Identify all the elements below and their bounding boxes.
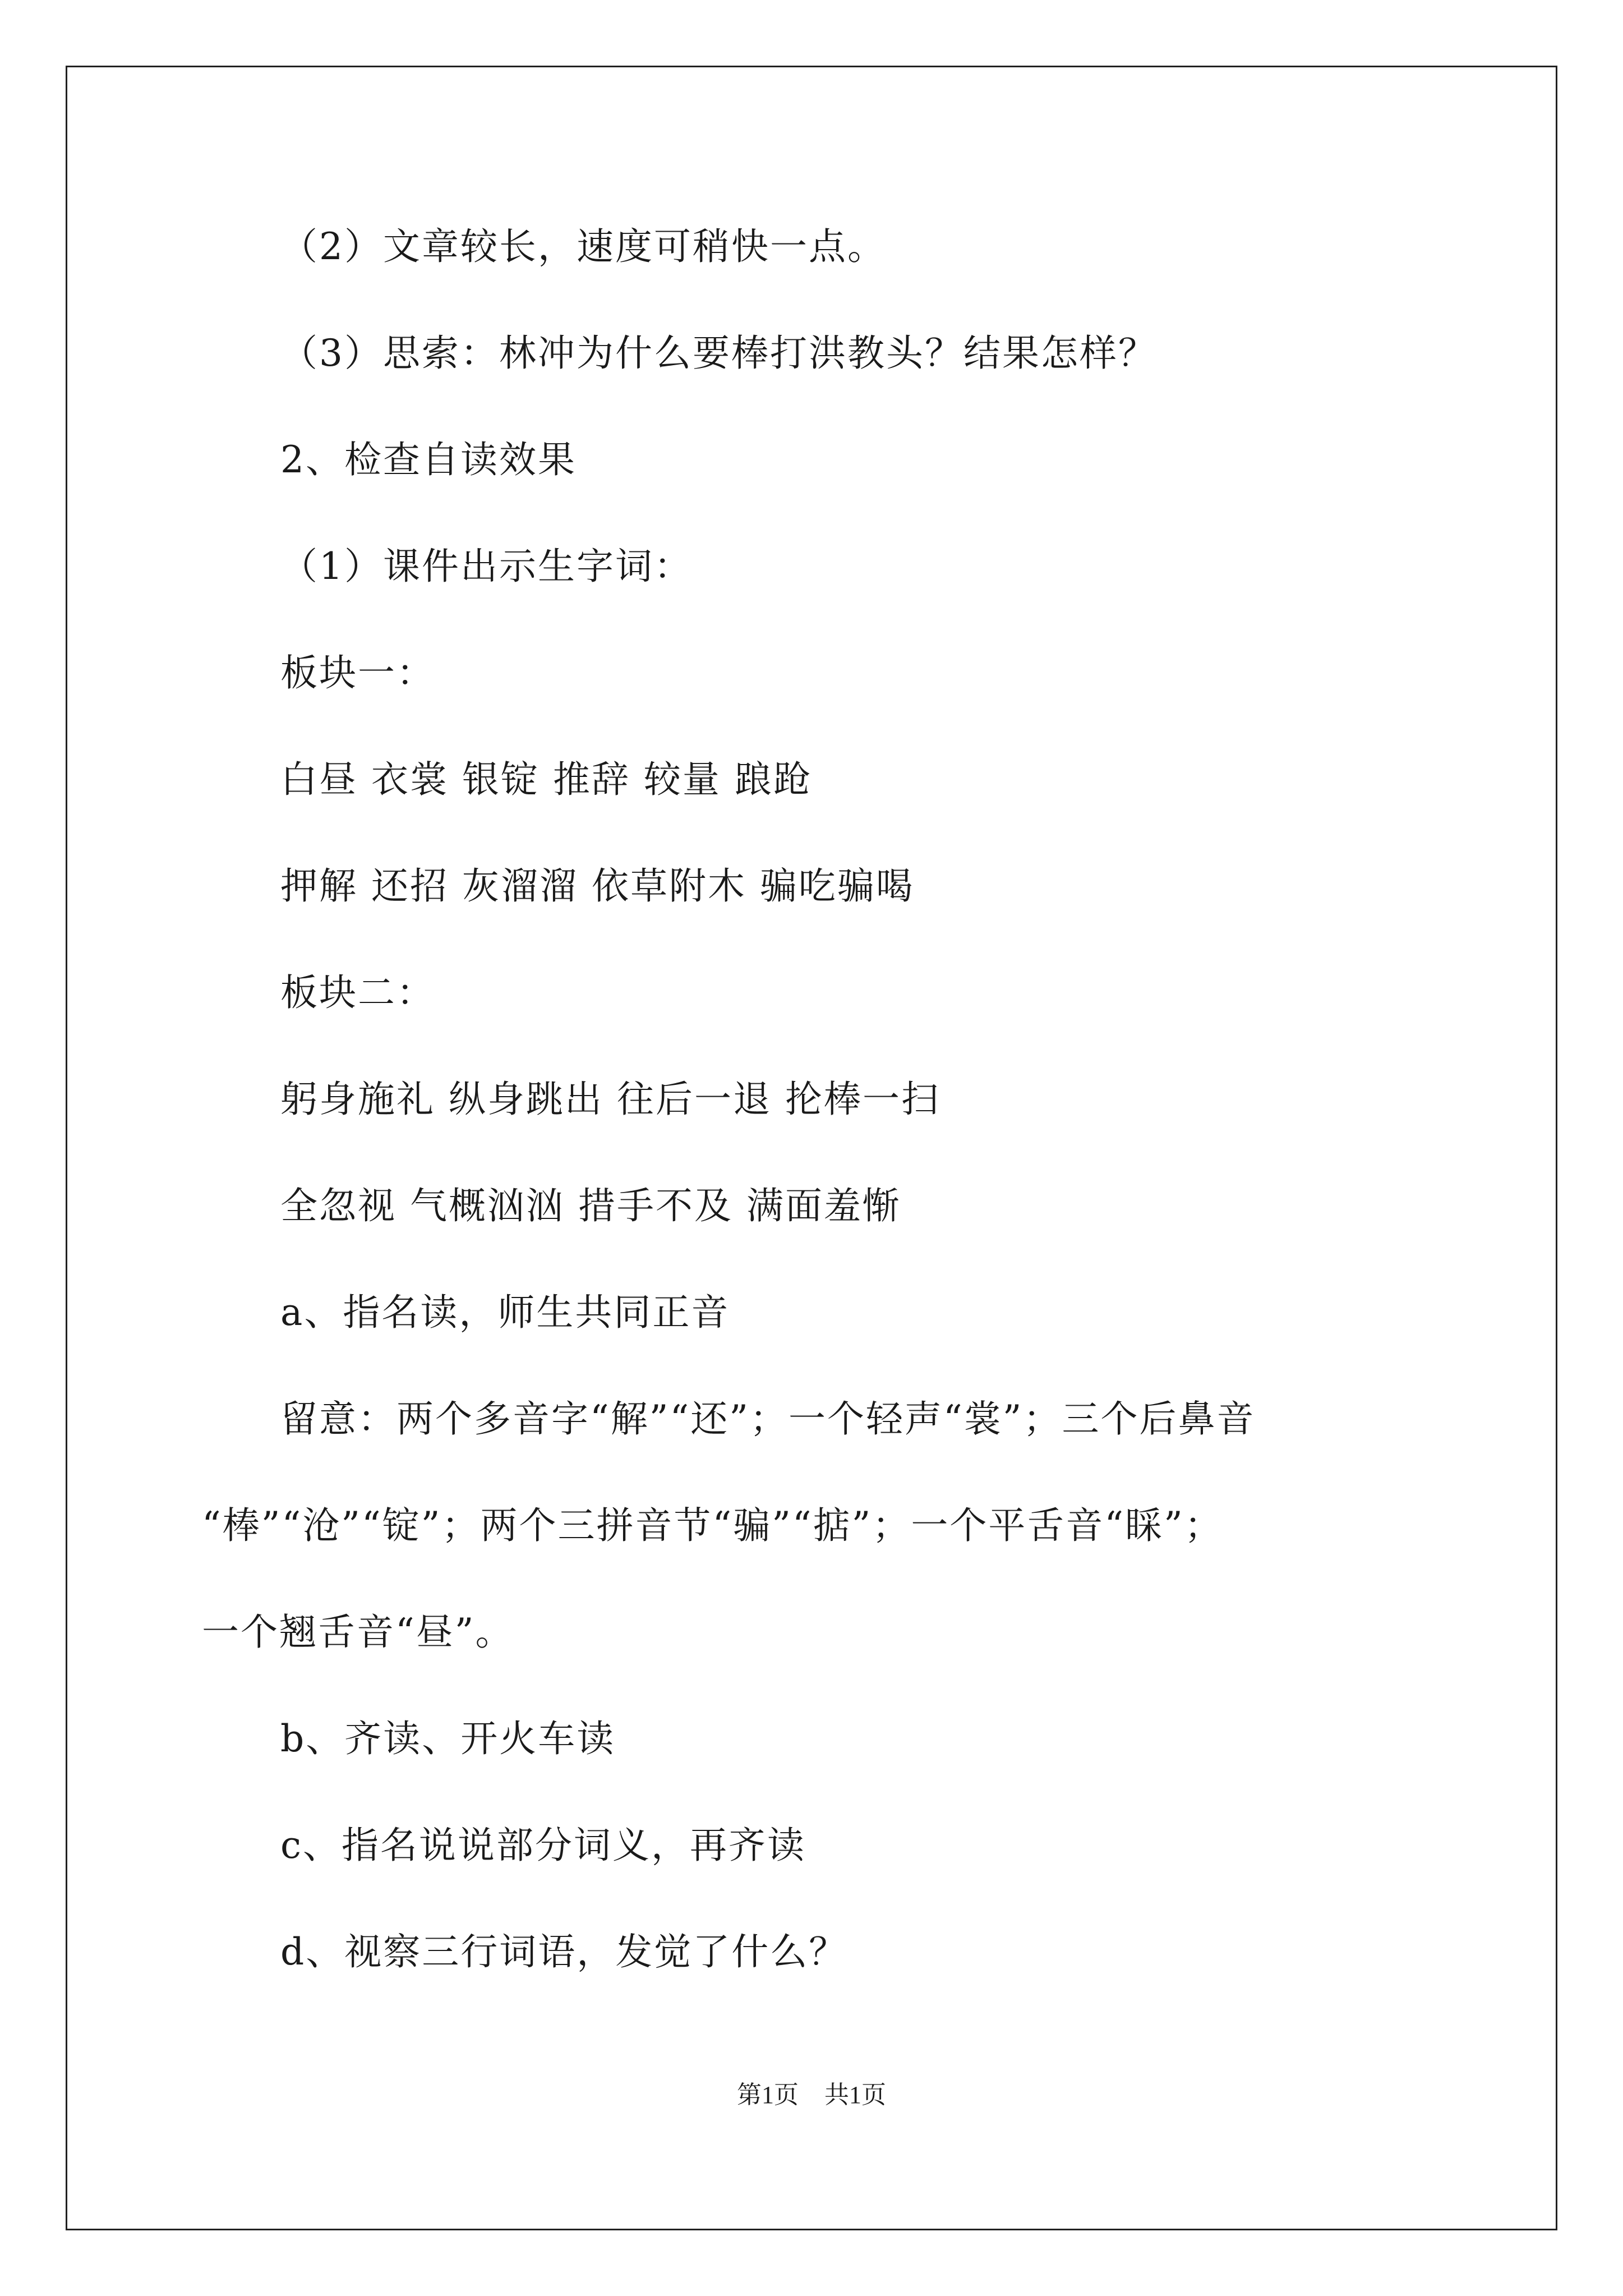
text-line: （3）思索：林冲为什么要棒打洪教头？结果怎样？ [280,332,1157,375]
text-line: （1）课件出示生字词： [280,545,693,588]
text-line: c、指名说说部分词义，再齐读 [280,1824,806,1867]
text-line: b、齐读、开火车读 [280,1717,616,1760]
page-footer [0,2078,1623,2112]
text-line: 一个翘舌音“昼”。 [202,1611,514,1654]
text-line: d、视察三行词语，发觉了什么？ [280,1930,848,1973]
text-line: 2、检查自读效果 [280,438,577,481]
text-line: 白昼 衣裳 银锭 推辞 较量 踉跄 [280,758,812,801]
text-line: 留意：两个多音字“解”“还”；一个轻声“裳”；三个后鼻音 [280,1397,1256,1441]
page-total: 共1页 [824,2081,886,2109]
text-line: a、指名读，师生共同正音 [280,1291,730,1334]
text-line: 板块一： [280,651,435,694]
text-line: （2）文章较长，速度可稍快一点。 [280,225,886,268]
text-line: 板块二： [280,971,435,1014]
page-border [66,66,1557,2230]
text-line: 躬身施礼 纵身跳出 往后一退 抡棒一扫 [280,1078,940,1121]
text-line: “棒”“沧”“锭”；两个三拼音节“骗”“掂”；一个平舌音“睬”； [202,1504,1223,1547]
text-line: 押解 还招 灰溜溜 依草附木 骗吃骗喝 [280,864,915,908]
text-line: 全忽视 气概汹汹 措手不及 满面羞惭 [280,1184,901,1227]
page-number: 第1页 [737,2081,799,2109]
